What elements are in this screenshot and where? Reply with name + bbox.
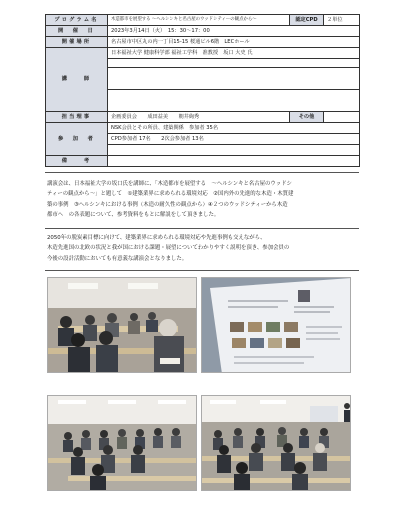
cpd-value: ２単位: [324, 15, 360, 26]
notes-value: [108, 156, 360, 167]
other-value: [324, 112, 360, 123]
notes-label: 備 考: [46, 156, 108, 167]
summary-line: 今後の設計活動においても有意義な講演会となりました。: [47, 255, 188, 262]
report-table: [45, 14, 360, 167]
section-divider-bottom: [45, 270, 359, 271]
venue-label: 開催場所: [46, 37, 108, 48]
date-label: 開 催 日: [46, 26, 108, 37]
summary-line: 築の事例 ③ヘルシンキにおける事例（木造の耐久性の観点から）④２つのウッドシティーから木造: [47, 201, 288, 208]
staff-value: 企画委員会 成田益美 朝井絢秀: [108, 112, 290, 123]
lecturer-blank-1: [108, 59, 360, 68]
venue-value: 名古屋市中区丸の内一丁目15-15 桜通ビル6階 LECホール: [108, 37, 360, 48]
lecturer-blank-3: [108, 90, 360, 112]
summary-line: ティーの観点から～」と題して ①建築業界に求められる環境対応 ②国内外の先進的な木造・木質建: [47, 191, 294, 198]
lecturer-label: 講 師: [46, 48, 108, 112]
program-label: プログラム名: [46, 15, 108, 26]
participants-line-2: CPD参加者 17名 2次会参加者 13名: [108, 134, 360, 145]
photo-audience-front: [201, 395, 351, 491]
summary-line: 講演会は、日本福祉大学の坂口氏を講師に、「木造都市を展望する ～ヘルシンキと名古屋のウッドシ: [47, 181, 292, 187]
staff-label: 担当理事: [46, 112, 108, 123]
summary-line: 都市へ の各表題について、参考資料をもとに解説をして頂きました。: [47, 212, 220, 219]
program-title: 木造都市を展望する ～ヘルシンキと名古屋のウッドシティーの観点から～: [108, 15, 290, 26]
photo-audience-rear: [47, 277, 197, 373]
section-divider-top: [45, 172, 359, 173]
section-divider-middle: [45, 228, 359, 229]
photo-handout-materials: [201, 277, 351, 373]
summary-paragraph-2: [47, 233, 359, 264]
photo-audience-wide: [47, 395, 197, 491]
lecturer-blank-2: [108, 68, 360, 90]
report-sheet: [45, 14, 359, 510]
date-value: 2023年3月14日（火） 15：30～17：00: [108, 26, 360, 37]
lecturer-value: 日本福祉大学 健康科学部 福祉工学科 准教授 坂口 大史 氏: [108, 48, 360, 59]
participants-line-1: NSK会員とその所員、建築関係 参加者 35名: [108, 123, 360, 134]
summary-line: 木造先進国の北欧の状況と我が国における課題・展望についてわかりやすく説明を頂き、参加会員の: [47, 245, 290, 252]
cpd-label: 認定CPD: [290, 15, 324, 26]
participants-line-3: [108, 145, 360, 156]
summary-line: 2050年の脱炭素目標に向けて、建築業界に求められる環境対応や先進事例も交えながら、: [47, 235, 266, 241]
other-label: その他: [290, 112, 324, 123]
summary-paragraph-1: [47, 179, 359, 221]
participants-label: 参 加 者: [46, 123, 108, 156]
